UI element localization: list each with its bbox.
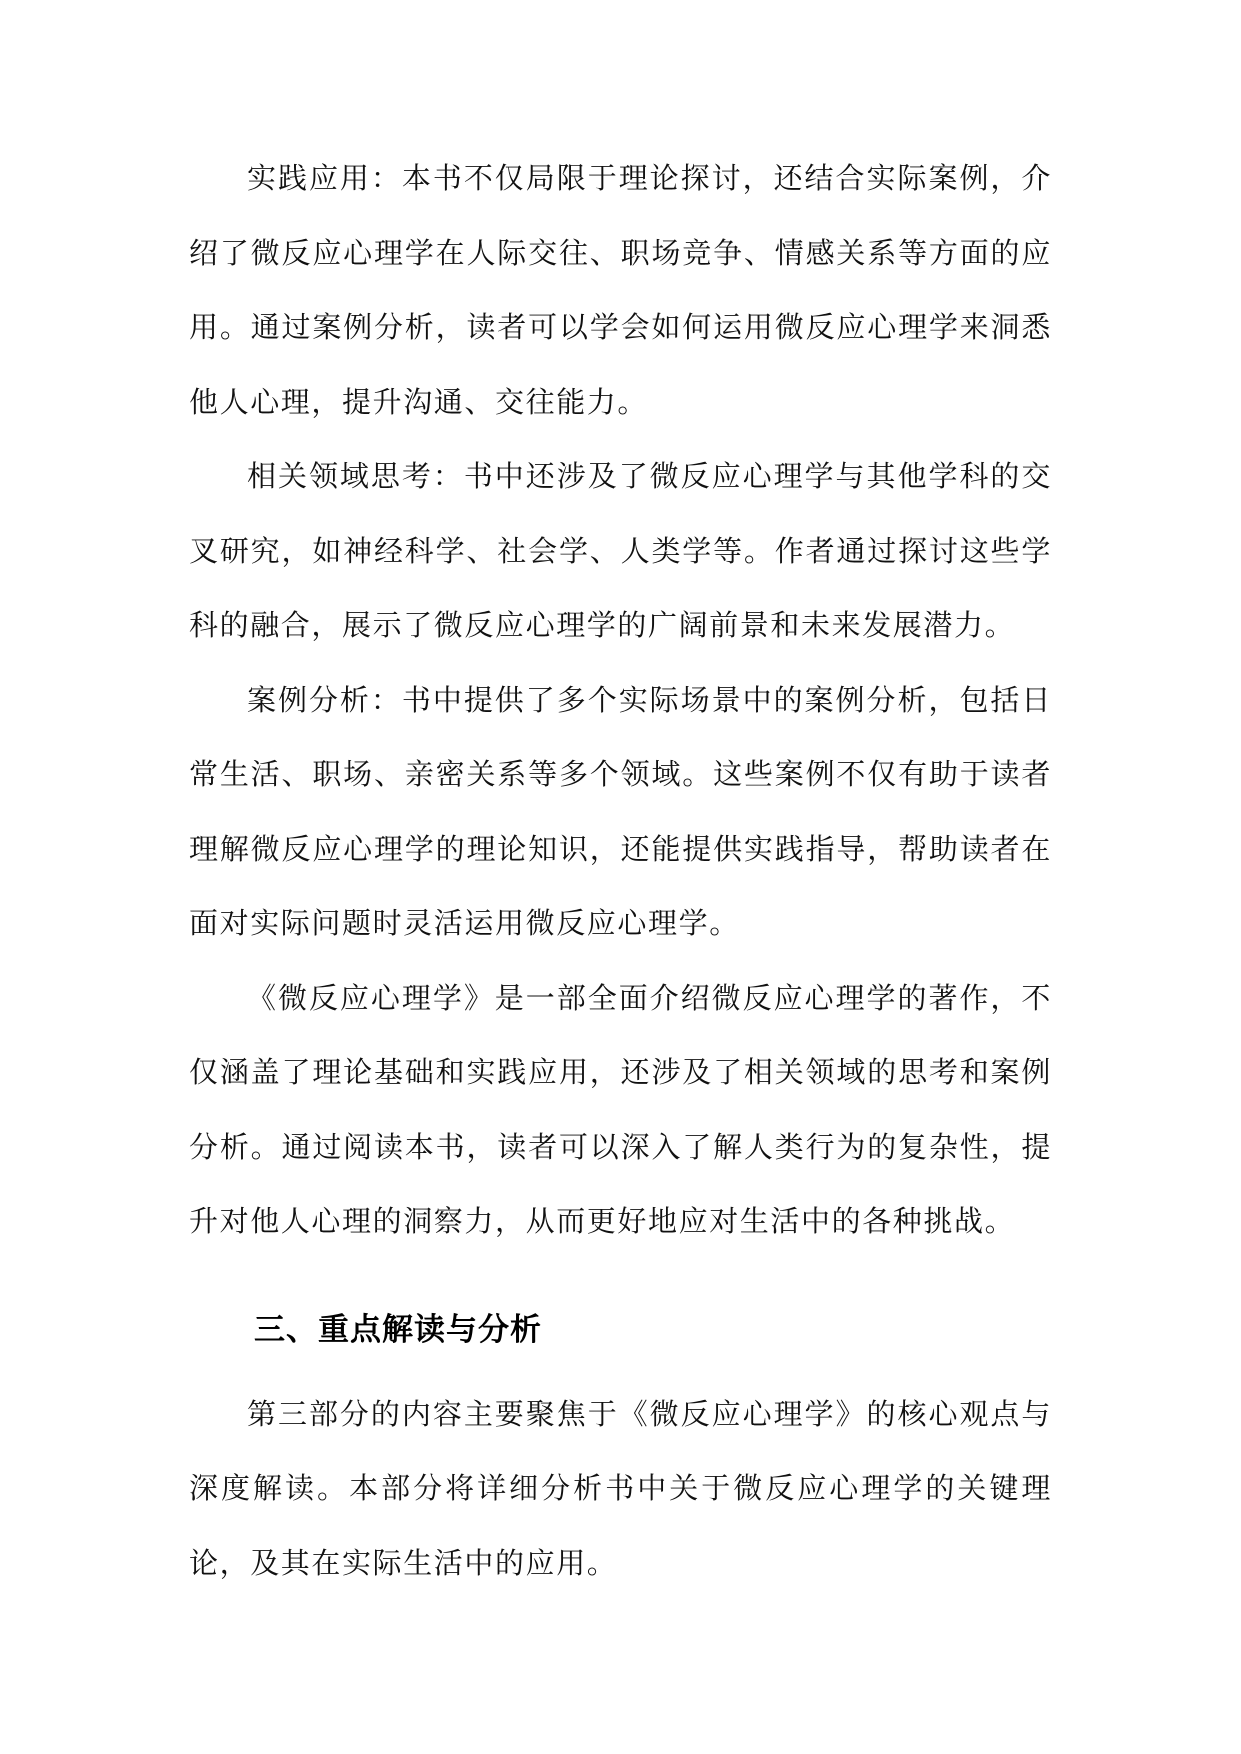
paragraph-book-summary: 《微反应心理学》是一部全面介绍微反应心理学的著作，不仅涵盖了理论基础和实践应用，还涉及了相关领域的思考和案例分析。通过阅读本书，读者可以深入了解人类行为的复杂性，提升对他人心理的洞察力，从而更好地应对生活中的各种挑战。 <box>189 980 1052 1238</box>
paragraph-practical-application: 实践应用：本书不仅局限于理论探讨，还结合实际案例，介绍了微反应心理学在人际交往、职场竞争、情感关系等方面的应用。通过案例分析，读者可以学会如何运用微反应心理学来洞悉他人心理，提升沟通、交往能力。 <box>189 161 1052 419</box>
paragraph-related-fields: 相关领域思考：书中还涉及了微反应心理学与其他学科的交叉研究，如神经科学、社会学、人类学等。作者通过探讨这些学科的融合，展示了微反应心理学的广阔前景和未来发展潜力。 <box>189 459 1052 642</box>
paragraph-part-three-intro: 第三部分的内容主要聚焦于《微反应心理学》的核心观点与深度解读。本部分将详细分析书中关于微反应心理学的关键理论，及其在实际生活中的应用。 <box>189 1396 1052 1580</box>
paragraph-case-analysis: 案例分析：书中提供了多个实际场景中的案例分析，包括日常生活、职场、亲密关系等多个领域。这些案例不仅有助于读者理解微反应心理学的理论知识，还能提供实践指导，帮助读者在面对实际问题时灵活运用微反应心理学。 <box>189 682 1052 940</box>
document-body <box>189 141 1052 1600</box>
section-heading: 三、重点解读与分析 <box>254 1311 542 1348</box>
